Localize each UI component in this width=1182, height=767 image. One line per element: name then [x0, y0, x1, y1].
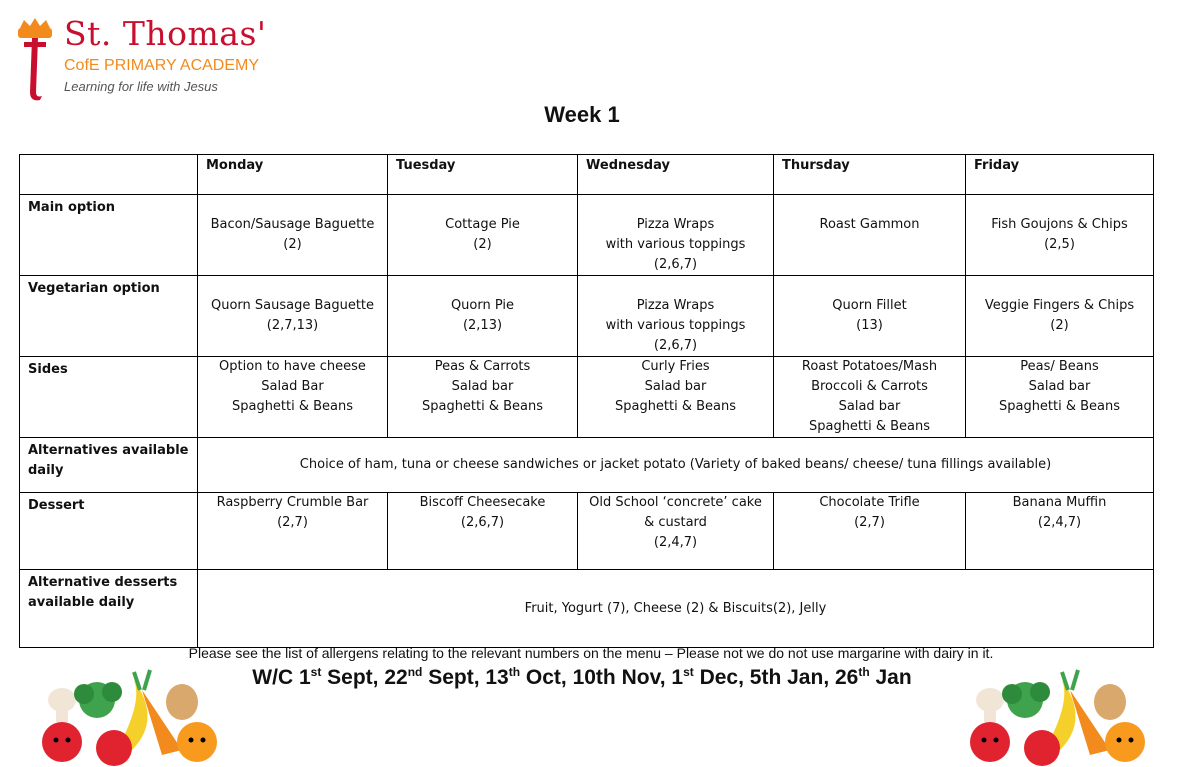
menu-line: Spaghetti & Beans	[614, 399, 737, 414]
menu-line: Cottage Pie	[445, 217, 520, 232]
menu-line: Old School ‘concrete’ cake	[589, 495, 762, 510]
page-title: Week 1	[544, 102, 620, 127]
menu-cell	[198, 493, 388, 570]
date-item: 1st Dec	[671, 665, 739, 689]
menu-line: (2,7)	[277, 515, 308, 530]
row-label: Main option	[20, 195, 198, 276]
menu-line: Broccoli & Carrots	[811, 379, 928, 394]
menu-cell	[578, 357, 774, 438]
row-label: Alternative desserts available daily	[20, 570, 198, 648]
menu-cell	[966, 493, 1154, 570]
menu-line	[774, 276, 965, 296]
day-header-friday: Friday	[966, 155, 1154, 195]
corner-cell	[20, 155, 198, 195]
menu-line: Bacon/Sausage Baguette	[210, 217, 375, 232]
menu-cell	[198, 357, 388, 438]
school-subtitle: CofE PRIMARY ACADEMY	[64, 57, 260, 74]
date-item: 1st Sept	[298, 665, 373, 689]
vegetarian-option-row	[20, 276, 1154, 357]
week-commencing-dates: W/C 1st Sept, 22nd Sept, 13th Oct, 10th Nov, 1st Dec, 5th Jan, 26th Jan	[252, 665, 912, 689]
menu-line: (13)	[856, 318, 883, 333]
date-item: 22nd Sept	[384, 665, 474, 689]
menu-line: (2,7,13)	[266, 318, 319, 333]
menu-line: Spaghetti & Beans	[808, 419, 931, 434]
menu-line: Quorn Fillet	[832, 298, 907, 313]
date-item: 10th Nov	[572, 666, 660, 689]
fruit-veg-illustration	[22, 660, 222, 767]
menu-line: (2,13)	[462, 318, 503, 333]
menu-cell	[774, 276, 966, 357]
menu-cell	[388, 357, 578, 438]
menu-line: Spaghetti & Beans	[421, 399, 544, 414]
menu-line: Curly Fries	[641, 359, 710, 374]
menu-cell	[578, 493, 774, 570]
menu-cell	[578, 195, 774, 276]
alt-desserts-row	[20, 570, 1154, 648]
main-option-row	[20, 195, 1154, 276]
menu-line: (2)	[283, 237, 302, 252]
menu-line: Fish Goujons & Chips	[991, 217, 1128, 232]
menu-line	[578, 276, 773, 296]
day-header-tuesday: Tuesday	[388, 155, 578, 195]
menu-line: Pizza Wraps	[636, 217, 715, 232]
menu-line: Salad bar	[838, 399, 901, 414]
dessert-row	[20, 493, 1154, 570]
menu-line	[774, 195, 965, 215]
row-label: Dessert	[20, 493, 198, 570]
header-row	[20, 155, 1154, 195]
menu-line	[198, 195, 387, 215]
day-header-wednesday: Wednesday	[578, 155, 774, 195]
menu-line: Peas/ Beans	[1020, 359, 1099, 374]
menu-line: Raspberry Crumble Bar	[216, 495, 369, 510]
menu-cell	[966, 195, 1154, 276]
menu-line: Banana Muffin	[1012, 495, 1107, 510]
date-item: 26th Jan	[834, 665, 912, 689]
menu-cell	[198, 195, 388, 276]
fruit-veg-illustration	[950, 660, 1150, 767]
menu-line: Quorn Pie	[450, 298, 515, 313]
alternatives-row	[20, 438, 1154, 493]
allergen-note: Please see the list of allergens relating to the relevant numbers on the menu – Please not we do not use margarine with dairy in it.	[188, 645, 994, 661]
menu-line: (2,7)	[854, 515, 885, 530]
menu-line	[966, 276, 1153, 296]
date-item: 5th Jan	[749, 666, 824, 689]
menu-line: Quorn Sausage Baguette	[210, 298, 375, 313]
menu-cell	[774, 357, 966, 438]
day-header-thursday: Thursday	[774, 155, 966, 195]
menu-line: with various toppings	[605, 237, 746, 252]
menu-line: with various toppings	[605, 318, 746, 333]
menu-cell	[198, 276, 388, 357]
school-crest-icon	[14, 12, 62, 102]
menu-line: (2,5)	[1044, 237, 1075, 252]
menu-line: Pizza Wraps	[636, 298, 715, 313]
menu-line: (2,4,7)	[1037, 515, 1082, 530]
menu-line	[966, 195, 1153, 215]
menu-line: (2)	[473, 237, 492, 252]
menu-line: Salad bar	[1028, 379, 1091, 394]
menu-line: (2,4,7)	[653, 535, 698, 550]
school-tagline: Learning for life with Jesus	[64, 79, 218, 94]
day-header-monday: Monday	[198, 155, 388, 195]
menu-line: (2)	[1050, 318, 1069, 333]
menu-line: Chocolate Trifle	[819, 495, 920, 510]
menu-line: Spaghetti & Beans	[998, 399, 1121, 414]
menu-line: (2,6,7)	[653, 338, 698, 353]
menu-line: Biscoff Cheesecake	[419, 495, 546, 510]
menu-line	[388, 195, 577, 215]
menu-line: Salad bar	[644, 379, 707, 394]
menu-cell	[774, 195, 966, 276]
menu-line: (2,6,7)	[460, 515, 505, 530]
alt-desserts-text: Fruit, Yogurt (7), Cheese (2) & Biscuits(2), Jelly	[198, 570, 1154, 648]
menu-table	[19, 154, 1154, 648]
menu-cell	[578, 276, 774, 357]
menu-cell	[388, 195, 578, 276]
menu-line: Veggie Fingers & Chips	[984, 298, 1135, 313]
menu-cell	[966, 357, 1154, 438]
menu-line: Salad Bar	[261, 379, 324, 394]
menu-line	[388, 276, 577, 296]
menu-cell	[966, 276, 1154, 357]
menu-line: Peas & Carrots	[434, 359, 531, 374]
menu-line	[578, 195, 773, 215]
menu-line: & custard	[644, 515, 707, 530]
alternatives-text: Choice of ham, tuna or cheese sandwiches or jacket potato (Variety of baked beans/ cheese/ tuna fillings available)	[198, 438, 1154, 493]
row-label: Sides	[20, 357, 198, 438]
menu-line: (2,6,7)	[653, 257, 698, 272]
menu-cell	[774, 493, 966, 570]
menu-line	[198, 276, 387, 296]
row-label: Vegetarian option	[20, 276, 198, 357]
menu-cell	[388, 493, 578, 570]
menu-line: Spaghetti & Beans	[231, 399, 354, 414]
row-label: Alternatives available daily	[20, 438, 198, 493]
menu-cell	[388, 276, 578, 357]
menu-line: Option to have cheese	[219, 359, 366, 374]
menu-line: Salad bar	[451, 379, 514, 394]
sides-row	[20, 357, 1154, 438]
date-item: 13th Oct	[485, 665, 561, 689]
menu-line: Roast Gammon	[819, 217, 920, 232]
school-logo	[14, 12, 274, 102]
menu-line: Roast Potatoes/Mash	[801, 359, 938, 374]
school-name: St. Thomas'	[64, 14, 267, 53]
